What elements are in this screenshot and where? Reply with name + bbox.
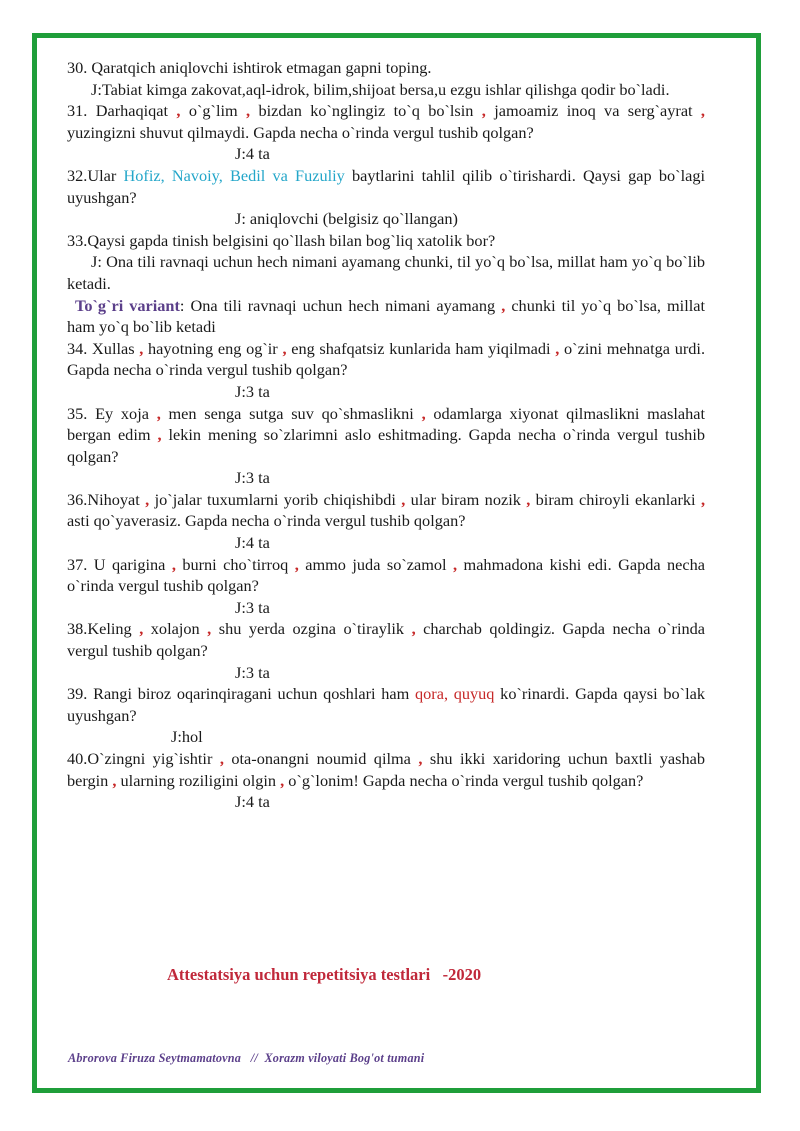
comma-mark: , — [481, 101, 486, 121]
footer-title: Attestatsiya uchun repetitsiya testlari -2020 — [167, 965, 482, 984]
comma-mark: , — [555, 338, 560, 358]
comma-mark: , — [207, 619, 212, 639]
question-32: 32.Ular Hofiz, Navoiy, Bedil va Fuzuliy baytlarini tahlil qilib o`tirishardi. Qaysi gap bo`lagi uyushgan? — [67, 165, 705, 207]
question-38: 38.Keling , xolajon , shu yerda ozgina o`tiraylik , charchab qoldingiz. Gapda necha o`rinda vergul tushib qolgan? — [67, 619, 706, 661]
comma-mark: , — [526, 489, 531, 509]
answer-39: J:hol — [171, 727, 203, 747]
comma-mark: , — [171, 554, 176, 574]
comma-mark: , — [139, 619, 144, 639]
comma-mark: , — [421, 403, 426, 423]
comma-mark: , — [280, 770, 285, 790]
comma-mark: , — [176, 101, 181, 121]
comma-mark: , — [282, 338, 287, 358]
comma-mark: , — [700, 489, 706, 509]
comma-mark: , — [700, 101, 705, 121]
answer-36: J:4 ta — [235, 533, 270, 553]
answer-37: J:3 ta — [235, 597, 270, 617]
highlighted-names: Hofiz, Navoiy, Bedil va Fuzuliy — [123, 165, 345, 185]
comma-mark: , — [294, 554, 299, 574]
highlighted-words: qora, quyuq — [415, 684, 495, 704]
answer-32: J: aniqlovchi (belgisiz qo`llangan) — [235, 209, 458, 229]
question-37: 37. U qarigina , burni cho`tirroq , ammo juda so`zamol , mahmadona kishi edi. Gapda necha o`rinda vergul tushib qolgan? — [67, 554, 705, 596]
question-36: 36.Nihoyat , jo`jalar tuxumlarni yorib chiqishibdi , ular biram nozik , biram chiroyli ekanlarki , asti qo`yaverasiz. Gapda necha o`rinda vergul tushib qolgan? — [67, 489, 706, 531]
answer-31: J:4 ta — [235, 144, 270, 164]
comma-mark: , — [157, 425, 162, 445]
comma-mark: , — [411, 619, 416, 639]
comma-mark: , — [418, 749, 423, 768]
question-39: 39. Rangi biroz oqarinqiragani uchun qoshlari ham qora, quyuq ko`rinardi. Gapda qaysi bo`lak uyushgan? — [67, 684, 705, 725]
correct-variant-33: To`g`ri variant: Ona tili ravnaqi uchun hech nimani ayamang , chunki til yo`q bo`lsa, millat ham yo`q bo`lib ketadi — [67, 295, 706, 337]
question-34: 34. Xullas , hayotning eng og`ir , eng shafqatsiz kunlarida ham yiqilmadi , o`zini mehnatga urdi. Gapda necha o`rinda vergul tushib qolgan? — [67, 338, 706, 380]
document-body — [67, 57, 705, 813]
comma-mark: , — [453, 554, 458, 574]
answer-33: J: Ona tili ravnaqi uchun hech nimani ayamang chunki, til yo`q bo`lsa, millat ham yo`q bo`lib ketadi. — [67, 252, 705, 293]
question-40: 40.O`zingni yig`ishtir , ota-onangni noumid qilma , shu ikki xaridoring uchun baxtli yashab bergin , ularning roziligini olgin , o`g`lonim! Gapda necha o`rinda vergul tushib qolgan? — [67, 749, 706, 790]
question-31: 31. Darhaqiqat , o`g`lim , bizdan ko`nglingiz to`q bo`lsin , jamoamiz inoq va serg`ayrat , yuzingizni shuvut qilmaydi. Gapda necha o`rinda vergul tushib qolgan? — [67, 101, 705, 142]
comma-mark: , — [145, 489, 150, 509]
comma-mark: , — [401, 489, 406, 509]
answer-30: J:Tabiat kimga zakovat,aql-idrok, bilim,shijoat bersa,u ezgu ishlar qilishga qodir bo`ladi. — [91, 79, 670, 99]
question-35: 35. Ey xoja , men senga sutga suv qo`shmaslikni , odamlarga xiyonat qilmaslikni maslahat bergan edim , lekin mening so`zlarimni aslo eshitmading. Gapda necha o`rinda vergul tushib qolgan? — [67, 403, 706, 466]
answer-34: J:3 ta — [235, 381, 270, 401]
comma-mark: , — [112, 770, 117, 790]
question-30: 30. Qaratqich aniqlovchi ishtirok etmagan gapni toping. — [67, 58, 432, 77]
comma-mark: , — [501, 295, 506, 315]
answer-35: J:3 ta — [235, 468, 270, 488]
correct-variant-label: To`g`ri variant — [75, 295, 180, 315]
answer-38: J:3 ta — [235, 662, 270, 682]
comma-mark: , — [246, 101, 251, 121]
answer-40: J:4 ta — [235, 792, 270, 812]
footer-author: Abrorova Firuza Seytmamatovna // Xorazm viloyati Bog'ot tumani — [68, 1051, 425, 1065]
comma-mark: , — [139, 338, 144, 358]
comma-mark: , — [219, 749, 224, 768]
comma-mark: , — [156, 403, 161, 423]
question-33: 33.Qaysi gapda tinish belgisini qo`llash bilan bog`liq xatolik bor? — [67, 230, 496, 250]
